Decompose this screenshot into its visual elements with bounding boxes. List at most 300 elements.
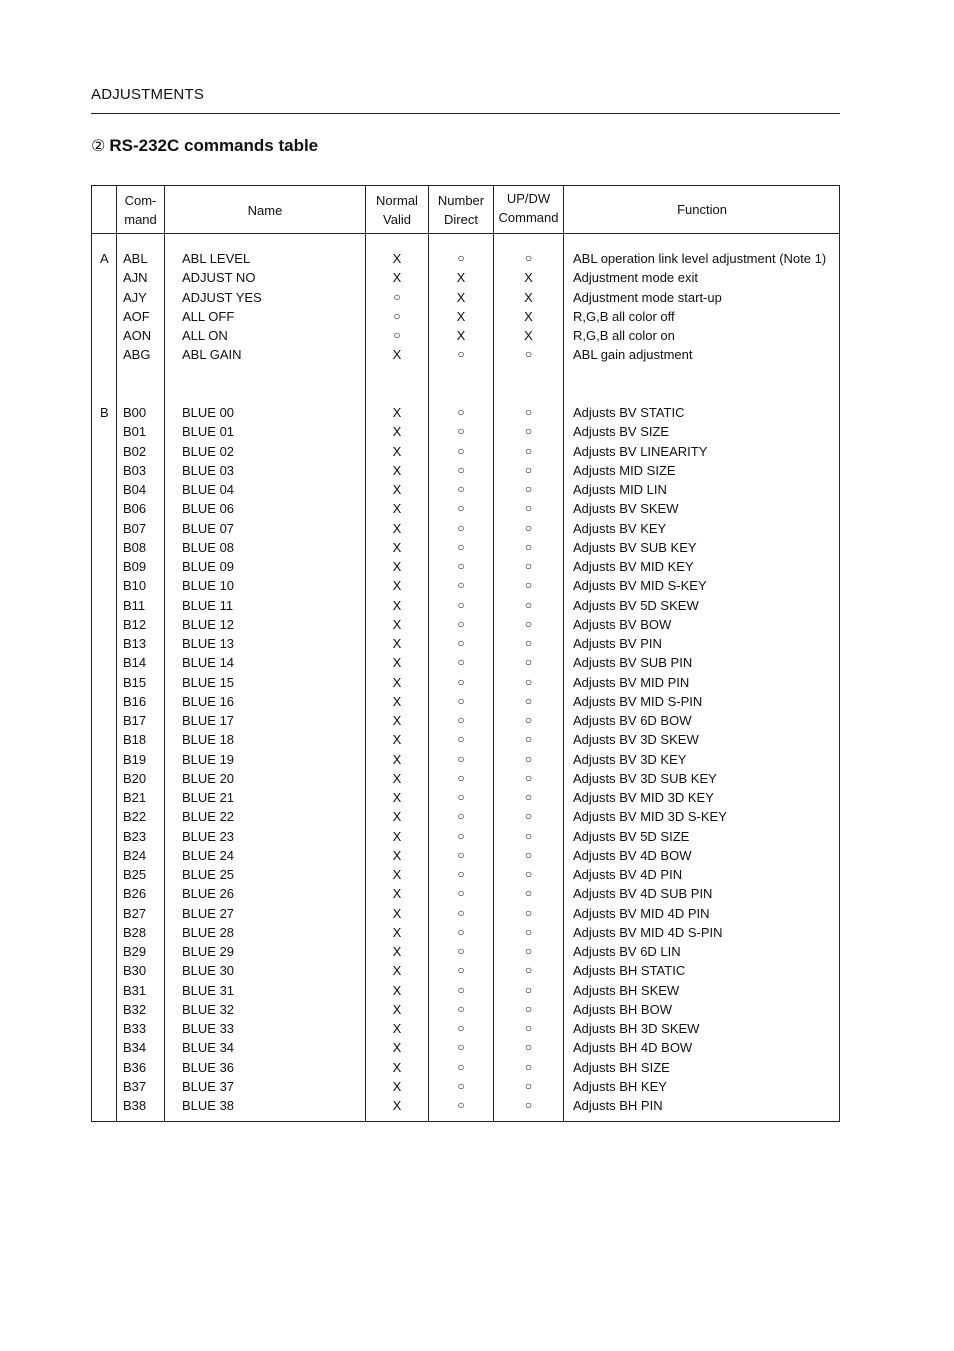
section-title-text: RS-232C commands table [109, 136, 319, 155]
name-cell: ADJUST YES [182, 289, 262, 305]
table-row [92, 1000, 839, 1019]
updw-command-cell: ○ [524, 847, 533, 862]
name-cell: BLUE 06 [182, 501, 235, 517]
command-cell: B13 [123, 636, 147, 651]
function-cell: Adjusts BV 4D BOW [573, 847, 692, 863]
name-cell: BLUE 23 [182, 828, 235, 844]
updw-command-cell: X [524, 308, 533, 324]
command-cell: B19 [123, 751, 147, 767]
command-cell: B32 [123, 1001, 147, 1017]
number-direct-cell: ○ [457, 636, 465, 650]
normal-valid-cell: X [392, 770, 402, 786]
name-cell: BLUE 07 [182, 520, 235, 536]
function-cell: Adjusts BV LINEARITY [573, 443, 708, 459]
name-cell: BLUE 26 [182, 886, 235, 902]
number-direct-cell: ○ [457, 1098, 465, 1112]
table-row [92, 499, 839, 518]
name-cell: BLUE 24 [182, 847, 235, 863]
table-row [92, 807, 839, 826]
updw-command-cell: ○ [524, 867, 533, 881]
table-row [92, 615, 839, 634]
table-row [92, 403, 839, 422]
number-direct-cell: X [456, 328, 466, 343]
normal-valid-cell: X [392, 405, 402, 420]
column-header-updw-line2: Command [498, 210, 559, 225]
normal-valid-cell: X [392, 1078, 402, 1094]
function-cell: Adjusts BV 3D SUB KEY [573, 770, 717, 786]
command-cell: AJY [123, 289, 147, 305]
name-cell: BLUE 36 [182, 1059, 235, 1075]
function-cell: R,G,B all color on [573, 328, 675, 343]
table-row [92, 827, 839, 846]
command-cell: B03 [123, 462, 147, 478]
name-cell: BLUE 10 [182, 578, 235, 594]
page-header-title: ADJUSTMENTS [91, 86, 205, 103]
function-cell: Adjusts BV 5D SKEW [573, 597, 699, 613]
function-cell: Adjusts BV MID 3D S-KEY [573, 809, 727, 825]
number-direct-cell: ○ [457, 520, 465, 535]
function-cell: Adjusts BH KEY [573, 1078, 667, 1094]
normal-valid-cell: X [392, 578, 402, 594]
table-row [92, 596, 839, 615]
function-cell: Adjusts BV STATIC [573, 405, 685, 420]
command-cell: B30 [123, 963, 147, 979]
command-cell: B36 [123, 1059, 147, 1075]
updw-command-cell: ○ [524, 924, 533, 939]
name-cell: ALL ON [182, 328, 228, 343]
normal-valid-cell: X [392, 501, 402, 517]
normal-valid-cell: X [392, 1059, 402, 1075]
name-cell: BLUE 00 [182, 405, 235, 420]
updw-command-cell: ○ [524, 713, 533, 727]
command-cell: B31 [123, 982, 147, 998]
function-cell: Adjusts BV 6D BOW [573, 713, 692, 728]
number-direct-cell: ○ [457, 770, 465, 785]
updw-command-cell: ○ [524, 655, 533, 670]
column-header-normal-line1: Normal [376, 193, 418, 208]
number-direct-cell: ○ [457, 559, 465, 573]
updw-command-cell: ○ [524, 693, 533, 708]
function-cell: Adjusts BH BOW [573, 1001, 672, 1017]
number-direct-cell: ○ [457, 809, 465, 824]
table-row [92, 576, 839, 595]
table-row [92, 442, 839, 461]
number-direct-cell: ○ [457, 944, 465, 958]
number-direct-cell: ○ [457, 616, 465, 631]
command-cell: B26 [123, 886, 147, 902]
command-cell: B38 [123, 1098, 147, 1113]
column-header-normal-line2: Valid [383, 212, 411, 227]
name-cell: BLUE 31 [182, 982, 235, 998]
number-direct-cell: ○ [457, 462, 465, 477]
name-cell: BLUE 29 [182, 944, 235, 959]
normal-valid-cell: X [392, 809, 402, 825]
name-cell: BLUE 13 [182, 636, 235, 651]
table-row [92, 884, 839, 903]
section-title [91, 136, 318, 156]
updw-command-cell: ○ [524, 578, 533, 593]
command-cell: B28 [123, 924, 147, 940]
normal-valid-cell: X [392, 963, 402, 979]
table-row [92, 307, 839, 326]
command-cell: B11 [123, 597, 146, 613]
name-cell: BLUE 08 [182, 539, 235, 555]
table-row [92, 1019, 839, 1038]
section-number: ② [91, 138, 106, 155]
normal-valid-cell: X [392, 636, 402, 651]
function-cell: Adjusts BV MID S-PIN [573, 693, 703, 709]
updw-command-cell: X [524, 270, 533, 286]
normal-valid-cell: X [392, 270, 402, 286]
normal-valid-cell: X [392, 905, 402, 921]
table-row [92, 1038, 839, 1057]
number-direct-cell: ○ [457, 539, 465, 554]
updw-command-cell: ○ [524, 1040, 533, 1055]
number-direct-cell: ○ [457, 578, 465, 593]
name-cell: ADJUST NO [182, 270, 256, 286]
command-cell: B01 [123, 424, 147, 440]
table-row [92, 923, 839, 942]
table-row [92, 519, 839, 538]
number-direct-cell: ○ [457, 732, 465, 747]
table-row [92, 345, 839, 364]
name-cell: BLUE 02 [182, 443, 235, 459]
name-cell: BLUE 12 [182, 616, 235, 632]
number-direct-cell: ○ [457, 751, 465, 766]
name-cell: BLUE 27 [182, 905, 235, 921]
number-direct-cell: ○ [457, 713, 465, 727]
number-direct-cell: ○ [457, 1001, 465, 1016]
name-cell: ABL LEVEL [182, 251, 251, 266]
command-cell: B17 [123, 713, 147, 728]
name-cell: BLUE 17 [182, 713, 235, 728]
name-cell: BLUE 09 [182, 559, 235, 574]
number-direct-cell: ○ [457, 790, 465, 804]
function-cell: Adjusts BV 5D SIZE [573, 828, 690, 844]
command-cell: B18 [123, 732, 147, 748]
function-cell: Adjusts BV 3D SKEW [573, 732, 699, 748]
function-cell: Adjusts BV MID S-KEY [573, 578, 707, 594]
command-cell: AOF [123, 308, 150, 324]
number-direct-cell: ○ [457, 443, 465, 458]
table-row [92, 653, 839, 672]
table-row [92, 865, 839, 884]
normal-valid-cell: X [392, 597, 402, 613]
function-cell: Adjusts BV MID 3D KEY [573, 790, 714, 805]
command-cell: B29 [123, 944, 147, 959]
updw-command-cell: ○ [524, 520, 533, 535]
command-cell: B25 [123, 867, 147, 882]
function-cell: Adjusts BV MID KEY [573, 559, 694, 574]
name-cell: ABL GAIN [182, 347, 242, 363]
column-header-updw-command [494, 189, 563, 227]
normal-valid-cell: X [392, 924, 402, 940]
table-row [92, 268, 839, 287]
command-cell: B02 [123, 443, 147, 459]
command-cell: B33 [123, 1021, 147, 1036]
normal-valid-cell: X [392, 443, 402, 459]
number-direct-cell: X [456, 308, 466, 324]
updw-command-cell: ○ [524, 963, 533, 978]
normal-valid-cell: X [392, 424, 402, 440]
column-header-updw-line1: UP/DW [506, 191, 551, 206]
function-cell: Adjusts BV 4D PIN [573, 867, 683, 882]
normal-valid-cell: X [392, 520, 402, 536]
name-cell: BLUE 19 [182, 751, 235, 767]
table-row [92, 673, 839, 692]
updw-command-cell: ○ [524, 636, 533, 650]
command-cell: B07 [123, 520, 147, 536]
commands-table [91, 185, 840, 1122]
updw-command-cell: ○ [524, 770, 533, 785]
number-direct-cell: ○ [457, 655, 465, 670]
normal-valid-cell: X [392, 693, 402, 709]
normal-valid-cell: X [392, 462, 402, 478]
updw-command-cell: X [524, 328, 533, 343]
updw-command-cell: ○ [524, 462, 533, 477]
table-row [92, 981, 839, 1000]
function-cell: Adjusts BV 3D KEY [573, 751, 687, 767]
function-cell: ABL gain adjustment [573, 347, 693, 363]
normal-valid-cell: X [392, 616, 402, 632]
updw-command-cell: ○ [524, 347, 533, 362]
normal-valid-cell: X [392, 539, 402, 555]
name-cell: BLUE 21 [182, 790, 235, 805]
normal-valid-cell: X [392, 732, 402, 748]
table-row [92, 730, 839, 749]
normal-valid-cell: X [392, 655, 402, 671]
number-direct-cell: ○ [457, 424, 465, 439]
column-header-normal-valid [366, 191, 428, 229]
table-row [92, 461, 839, 480]
command-cell: B00 [123, 405, 147, 420]
column-header-name: Name [247, 203, 283, 218]
command-cell: B23 [123, 828, 147, 844]
updw-command-cell: ○ [524, 1059, 533, 1074]
command-cell: B08 [123, 539, 147, 555]
function-cell: ABL operation link level adjustment (Note 1) [573, 251, 827, 266]
name-cell: BLUE 32 [182, 1001, 235, 1017]
function-cell: Adjusts BV MID 4D S-PIN [573, 924, 723, 940]
function-cell: Adjusts MID SIZE [573, 462, 676, 478]
updw-command-cell: ○ [524, 886, 533, 901]
function-cell: Adjustment mode start-up [573, 289, 722, 305]
number-direct-cell: ○ [457, 482, 465, 496]
name-cell: BLUE 14 [182, 655, 235, 671]
normal-valid-cell: X [392, 828, 402, 844]
number-direct-cell: ○ [457, 1021, 465, 1035]
command-cell: B20 [123, 770, 147, 786]
table-row [92, 249, 839, 268]
column-header-command-line2: mand [124, 212, 157, 227]
normal-valid-cell: X [392, 867, 402, 882]
updw-command-cell: ○ [524, 1021, 533, 1035]
column-header-command [117, 191, 164, 229]
name-cell: BLUE 11 [182, 597, 234, 613]
normal-valid-cell: X [392, 1021, 402, 1036]
command-cell: B37 [123, 1078, 147, 1094]
name-cell: BLUE 04 [182, 482, 235, 497]
column-header-number-direct [429, 191, 493, 229]
updw-command-cell: ○ [524, 424, 533, 439]
command-cell: B14 [123, 655, 147, 671]
number-direct-cell: ○ [457, 886, 465, 901]
updw-command-cell: ○ [524, 809, 533, 824]
name-cell: BLUE 15 [182, 674, 235, 690]
function-cell: Adjusts BV SUB KEY [573, 539, 697, 555]
normal-valid-cell: X [392, 751, 402, 767]
table-row [92, 692, 839, 711]
function-cell: Adjusts BH SKEW [573, 982, 680, 998]
function-cell: Adjusts BH SIZE [573, 1059, 670, 1075]
command-cell: B04 [123, 482, 147, 497]
name-cell: ALL OFF [182, 308, 235, 324]
number-direct-cell: ○ [457, 347, 465, 362]
table-row [92, 711, 839, 730]
number-direct-cell: ○ [457, 905, 465, 920]
name-cell: BLUE 01 [182, 424, 235, 440]
function-cell: Adjusts BH 3D SKEW [573, 1021, 700, 1036]
table-row [92, 326, 839, 345]
name-cell: BLUE 25 [182, 867, 235, 882]
command-cell: B27 [123, 905, 147, 921]
number-direct-cell: ○ [457, 867, 465, 881]
normal-valid-cell: X [392, 251, 402, 266]
column-header-number-line2: Direct [444, 212, 478, 227]
updw-command-cell: ○ [524, 982, 533, 997]
table-row [92, 422, 839, 441]
function-cell: Adjusts BV BOW [573, 616, 672, 632]
number-direct-cell: ○ [457, 1059, 465, 1074]
command-cell: ABL [123, 251, 148, 266]
updw-command-cell: ○ [524, 1098, 533, 1112]
updw-command-cell: ○ [524, 559, 533, 573]
normal-valid-cell: X [392, 886, 402, 902]
table-row [92, 750, 839, 769]
command-cell: B12 [123, 616, 147, 632]
number-direct-cell: ○ [457, 847, 465, 862]
normal-valid-cell: X [392, 944, 402, 959]
table-row [92, 942, 839, 961]
number-direct-cell: X [456, 270, 466, 286]
number-direct-cell: ○ [457, 828, 465, 843]
updw-command-cell: ○ [524, 597, 533, 612]
updw-command-cell: ○ [524, 674, 533, 689]
updw-command-cell: ○ [524, 251, 533, 265]
name-cell: BLUE 34 [182, 1040, 235, 1056]
function-cell: Adjusts BH STATIC [573, 963, 686, 979]
name-cell: BLUE 22 [182, 809, 235, 825]
updw-command-cell: ○ [524, 732, 533, 747]
command-cell: B16 [123, 693, 147, 709]
table-row [92, 288, 839, 307]
function-cell: Adjusts BV MID 4D PIN [573, 905, 710, 921]
command-cell: B34 [123, 1040, 147, 1056]
function-cell: Adjusts BV KEY [573, 520, 667, 536]
column-header-number-line1: Number [437, 193, 485, 208]
function-cell: Adjusts BV 6D LIN [573, 944, 681, 959]
normal-valid-cell: X [392, 847, 402, 863]
table-row [92, 1096, 839, 1115]
command-cell: ABG [123, 347, 151, 363]
header-row-divider [92, 233, 839, 234]
table-row [92, 480, 839, 499]
normal-valid-cell: X [392, 347, 402, 363]
table-row [92, 769, 839, 788]
updw-command-cell: ○ [524, 1001, 533, 1016]
command-cell: B24 [123, 847, 147, 863]
number-direct-cell: ○ [457, 405, 465, 419]
name-cell: BLUE 38 [182, 1098, 235, 1113]
normal-valid-cell: X [392, 482, 402, 497]
table-row [92, 1077, 839, 1096]
updw-command-cell: ○ [524, 616, 533, 631]
command-cell: B06 [123, 501, 147, 517]
number-direct-cell: ○ [457, 597, 465, 612]
name-cell: BLUE 33 [182, 1021, 235, 1036]
command-cell: B10 [123, 578, 147, 594]
table-row [92, 538, 839, 557]
function-cell: Adjusts BV SUB PIN [573, 655, 693, 671]
table-row [92, 634, 839, 653]
group-label: B [100, 405, 109, 420]
updw-command-cell: ○ [524, 405, 533, 419]
updw-command-cell: ○ [524, 539, 533, 554]
number-direct-cell: ○ [457, 982, 465, 997]
updw-command-cell: X [524, 289, 533, 305]
normal-valid-cell: ○ [393, 308, 401, 323]
table-row [92, 1058, 839, 1077]
name-cell: BLUE 20 [182, 770, 235, 786]
function-cell: Adjusts BV MID PIN [573, 674, 690, 690]
command-cell: B21 [123, 790, 147, 805]
updw-command-cell: ○ [524, 501, 533, 516]
header-divider [91, 113, 840, 114]
table-row [92, 961, 839, 980]
normal-valid-cell: X [392, 674, 402, 690]
normal-valid-cell: ○ [393, 289, 401, 304]
function-cell: Adjusts BH 4D BOW [573, 1040, 693, 1056]
normal-valid-cell: X [392, 1098, 402, 1113]
normal-valid-cell: X [392, 1001, 402, 1017]
function-cell: Adjusts BV SIZE [573, 424, 670, 440]
updw-command-cell: ○ [524, 828, 533, 843]
command-cell: B15 [123, 674, 147, 690]
name-cell: BLUE 30 [182, 963, 235, 979]
number-direct-cell: ○ [457, 963, 465, 978]
table-row [92, 846, 839, 865]
name-cell: BLUE 03 [182, 462, 235, 478]
normal-valid-cell: X [392, 559, 402, 574]
name-cell: BLUE 37 [182, 1078, 235, 1094]
normal-valid-cell: X [392, 982, 402, 998]
updw-command-cell: ○ [524, 751, 533, 766]
updw-command-cell: ○ [524, 790, 533, 804]
column-header-function: Function [677, 202, 727, 217]
number-direct-cell: ○ [457, 693, 465, 708]
table-row [92, 904, 839, 923]
function-cell: Adjusts BH PIN [573, 1098, 663, 1113]
updw-command-cell: ○ [524, 944, 533, 958]
function-cell: R,G,B all color off [573, 308, 675, 324]
name-cell: BLUE 18 [182, 732, 235, 748]
function-cell: Adjusts BV PIN [573, 636, 662, 651]
number-direct-cell: ○ [457, 674, 465, 689]
table-row [92, 557, 839, 576]
function-cell: Adjustment mode exit [573, 270, 699, 286]
function-cell: Adjusts MID LIN [573, 482, 667, 497]
normal-valid-cell: ○ [393, 328, 401, 342]
